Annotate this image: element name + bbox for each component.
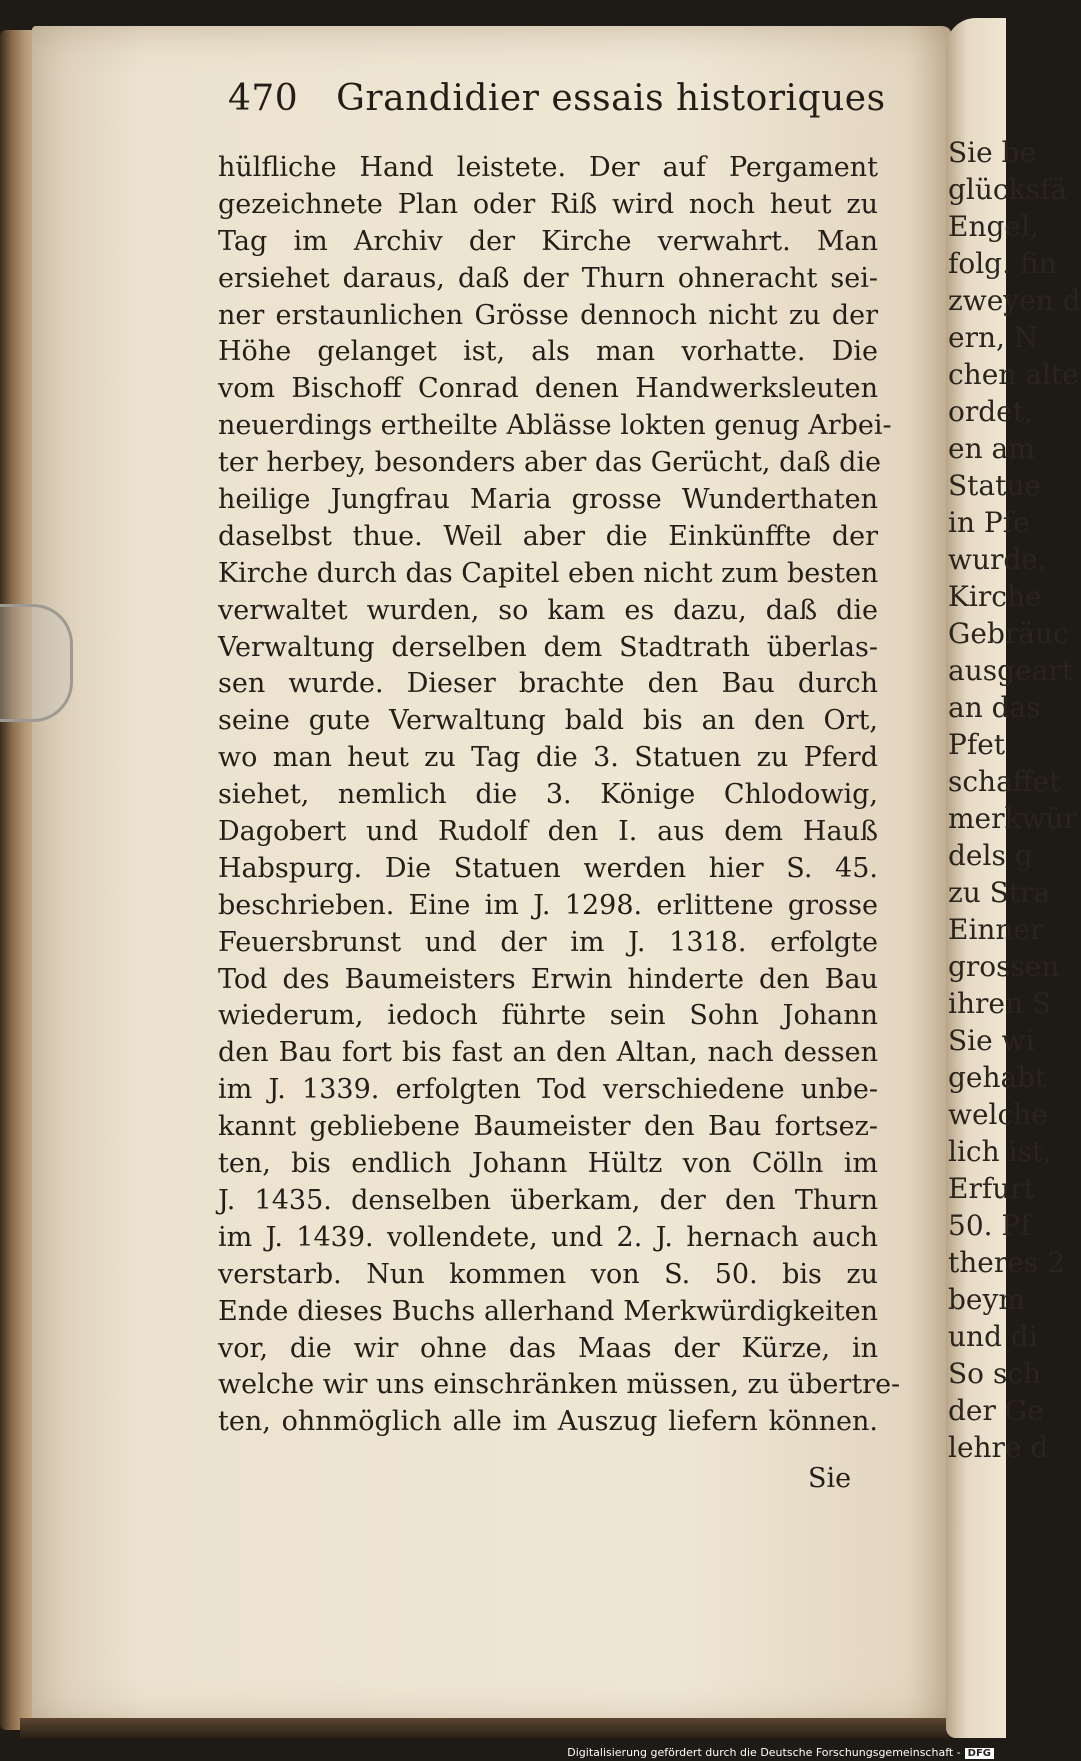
next-page-fragment: merkwür — [948, 802, 1077, 835]
credit-text: Digitalisierung gefördert durch die Deutsche Forschungsgemeinschaft - — [567, 1746, 961, 1759]
next-page-fragment: chen alte — [948, 358, 1079, 391]
next-page-fragment: ausgeart — [948, 654, 1073, 687]
bottom-page-edges — [20, 1718, 980, 1738]
text-line: sen wurde. Dieser brachte den Bau durch — [218, 668, 878, 700]
next-page-fragment: in Pfe — [948, 506, 1030, 539]
next-page-fragment: der Ge — [948, 1394, 1044, 1427]
next-page-fragment: ordet, — [948, 395, 1033, 428]
text-line: im J. 1339. erfolgten Tod verschiedene unbe- — [218, 1074, 878, 1106]
text-line: Kirche durch das Capitel eben nicht zum besten — [218, 557, 879, 589]
next-page-fragment: Pfet — [948, 728, 1006, 761]
text-line: Feuersbrunst und der im J. 1318. erfolgte — [218, 926, 878, 958]
text-line: kannt gebliebene Baumeister den Bau fortsez- — [218, 1111, 878, 1143]
next-page-fragment: Engel, — [948, 210, 1039, 243]
dfg-logo: DFG — [965, 1748, 994, 1759]
body-text — [218, 150, 901, 1441]
text-line: Verwaltung derselben dem Stadtrath überlas- — [218, 631, 878, 663]
text-line: seine gute Verwaltung bald bis an den Ort, — [218, 705, 878, 737]
text-line: Tod des Baumeisters Erwin hinderte den Bau — [218, 963, 878, 995]
text-line: J. 1435. denselben überkam, der den Thurn — [218, 1184, 878, 1216]
text-line: daselbst thue. Weil aber die Einkünffte der — [218, 520, 878, 552]
text-line: wiederum, iedoch führte sein Sohn Johann — [218, 1000, 878, 1032]
next-page-fragment: folg. fin — [948, 247, 1057, 280]
next-page-fragment: Erfurt — [948, 1172, 1035, 1205]
text-line: ner erstaunlichen Grösse dennoch nicht zu der — [218, 299, 878, 331]
text-line: vom Bischoff Conrad denen Handwerksleuten — [218, 373, 878, 405]
text-line: neuerdings ertheilte Ablässe lokten genug Arbei- — [218, 410, 892, 442]
next-page-fragment: ihren S — [948, 987, 1052, 1020]
page-clip — [0, 604, 73, 722]
next-page-fragment: dels g — [948, 839, 1033, 872]
next-page-fragment: wurde, — [948, 543, 1047, 576]
next-page-fragment: lehre d — [948, 1431, 1049, 1464]
next-page-fragment: gehabt — [948, 1061, 1047, 1094]
next-page-fragment: an das — [948, 691, 1041, 724]
next-page-fragment: welche — [948, 1098, 1048, 1131]
catchword: Sie — [808, 1463, 852, 1494]
text-line: wo man heut zu Tag die 3. Statuen zu Pferd — [218, 742, 878, 774]
text-line: Habspurg. Die Statuen werden hier S. 45. — [218, 852, 878, 884]
text-line: verwaltet wurden, so kam es dazu, daß die — [218, 594, 878, 626]
next-page-fragment: Sie be — [948, 136, 1037, 169]
text-line: ersiehet daraus, daß der Thurn ohneracht sei- — [218, 262, 878, 294]
next-page-fragment: Kirche — [948, 580, 1042, 613]
text-line: heilige Jungfrau Maria grosse Wunderthaten — [218, 484, 878, 516]
text-line: beschrieben. Eine im J. 1298. erlittene grosse — [218, 889, 878, 921]
text-line: hülfliche Hand leistete. Der auf Pergament — [218, 152, 878, 183]
next-page-fragment: So sch — [948, 1357, 1042, 1390]
text-line: ten, ohnmöglich alle im Auszug liefern können. — [218, 1406, 878, 1438]
next-page-fragment: en am — [948, 432, 1035, 465]
text-line: im J. 1439. vollendete, und 2. J. hernach auch — [218, 1221, 878, 1253]
next-page-fragment: Statue — [948, 469, 1041, 502]
running-header — [228, 78, 886, 119]
next-page-edge — [946, 18, 1081, 1738]
next-page-fragment: Sie wi — [948, 1024, 1035, 1057]
text-line: verstarb. Nun kommen von S. 50. bis zu — [218, 1258, 878, 1290]
next-page-fragment: schaffet — [948, 765, 1061, 798]
text-line: ter herbey, besonders aber das Gerücht, daß die — [218, 447, 881, 479]
text-line: Ende dieses Buchs allerhand Merkwürdigkeiten — [218, 1295, 878, 1327]
next-page-fragment: lich ist, — [948, 1135, 1053, 1168]
text-line: Tag im Archiv der Kirche verwahrt. Man — [218, 225, 878, 257]
next-page-fragment: und di — [948, 1320, 1038, 1353]
digitization-credit — [567, 1746, 994, 1759]
next-page-fragment: zu Stra — [948, 876, 1051, 909]
text-line: gezeichnete Plan oder Riß wird noch heut zu — [218, 188, 878, 220]
next-page-fragment: 50. Pf — [948, 1209, 1031, 1242]
next-page-fragment: glücksfä — [948, 173, 1067, 206]
text-line: den Bau fort bis fast an den Altan, nach dessen — [218, 1037, 878, 1069]
text-line: welche wir uns einschränken müssen, zu übertre- — [218, 1369, 901, 1401]
next-page-fragment: theres 2 — [948, 1246, 1065, 1279]
next-page-fragment: zweyen d — [948, 284, 1081, 317]
next-page-fragment: ern, N — [948, 321, 1039, 354]
next-page-fragment: Gebräuc — [948, 617, 1069, 650]
text-line: ten, bis endlich Johann Hültz von Cölln im — [218, 1148, 878, 1180]
page-number: 470 — [228, 78, 299, 119]
text-line: vor, die wir ohne das Maas der Kürze, in — [218, 1332, 878, 1364]
next-page-fragment: Einner — [948, 913, 1044, 946]
text-line: Dagobert und Rudolf den I. aus dem Hauß — [218, 816, 878, 848]
next-page-fragment: beym — [948, 1283, 1025, 1316]
next-page-fragment: grossen — [948, 950, 1060, 983]
text-line: siehet, nemlich die 3. Könige Chlodowig, — [218, 779, 878, 811]
running-title: Grandidier essais historiques — [336, 78, 886, 119]
text-line: Höhe gelanget ist, als man vorhatte. Die — [218, 336, 878, 368]
